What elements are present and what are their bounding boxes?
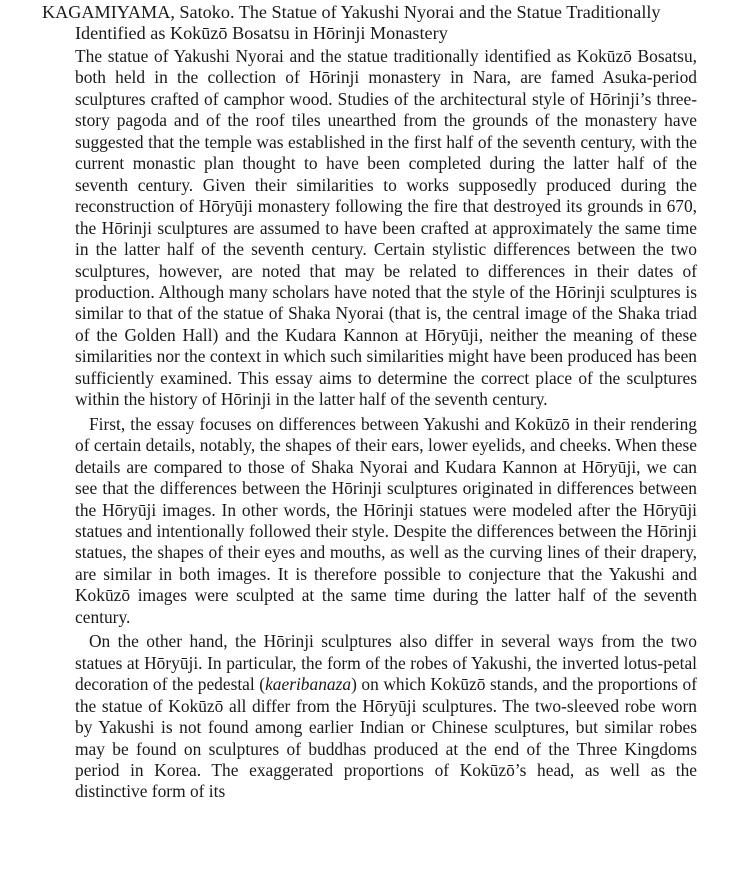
paragraph-text: ) on which Kokūzō stands, and the proportions of the statue of Kokūzō all differ from the Hōryūji sculptures. The two-sleeved robe worn by Yakushi is not found among earlier Indian or Chinese sculptures, but similar robes may be found on sculptures of buddhas produced at the end of the Three Kingdoms period in Korea. The exaggerated proportions of Kokūzō’s head, as well as the distinctive form of its <box>75 674 697 802</box>
page <box>42 2 697 803</box>
abstract-paragraph: The statue of Yakushi Nyorai and the statue traditionally identified as Kokūzō Bosatsu, both held in the collection of Hōrinji monastery in Nara, are famed Asuka-period sculptures crafted of camphor wood. Studies of the architectural style of Hōrinji’s three-story pagoda and of the roof tiles unearthed from the grounds of the monastery have suggested that the temple was established in the first half of the seventh century, with the current monastic plan thought to have been completed during the latter half of the seventh century. Given their similarities to works supposedly produced during the reconstruction of Hōryūji monastery following the fire that destroyed its grounds in 670, the Hōrinji sculptures are assumed to have been crafted at approximately the same time in the latter half of the seventh century. Certain stylistic differences between the two sculptures, however, are noted that may be related to differences in their dates of production. Although many scholars have noted that the style of the Hōrinji sculptures is similar to that of the statue of Shaka Nyorai (that is, the central image of the Shaka triad of the Golden Hall) and the Kudara Kannon at Hōryūji, neither the meaning of these similarities nor the context in which such similarities might have been produced has been sufficiently examined. This essay aims to determine the correct place of the sculptures within the history of Hōrinji in the latter half of the seventh century. <box>75 46 697 410</box>
abstract-paragraph: First, the essay focuses on differences between Yakushi and Kokūzō in their rendering of certain details, notably, the shapes of their ears, lower eyelids, and cheeks. When these details are compared to those of Shaka Nyorai and Kudara Kannon at Hōryūji, we can see that the differences between the Hōrinji sculptures originated in differences between the Hōryūji images. In other words, the Hōrinji statues were modeled after the Hōryūji statues and intentionally followed their style. Despite the differences between the Hōrinji statues, the shapes of their eyes and mouths, as well as the curving lines of their drapery, are similar in both images. It is therefore possible to conjecture that the Yakushi and Kokūzō images were sculpted at the same time during the latter half of the seventh century. <box>75 413 697 627</box>
abstract-body <box>75 46 697 803</box>
entry-author: KAGAMIYAMA, Satoko. <box>42 2 235 22</box>
italic-term: kaeribanaza <box>265 674 352 695</box>
entry-title: The Statue of Yakushi Nyorai and the Statue Traditionally Identified as Kokūzō Bosatsu in Hōrinji Monastery <box>75 2 661 43</box>
abstract-paragraph <box>75 631 697 803</box>
entry-heading <box>42 2 697 44</box>
paragraph-text: On the other hand, the Hōrinji sculptures also differ in several ways from the two statues at Hōryūji. In particular, the form of the robes of Yakushi, the inverted lotus-petal decoration of the pedestal ( <box>75 631 697 695</box>
